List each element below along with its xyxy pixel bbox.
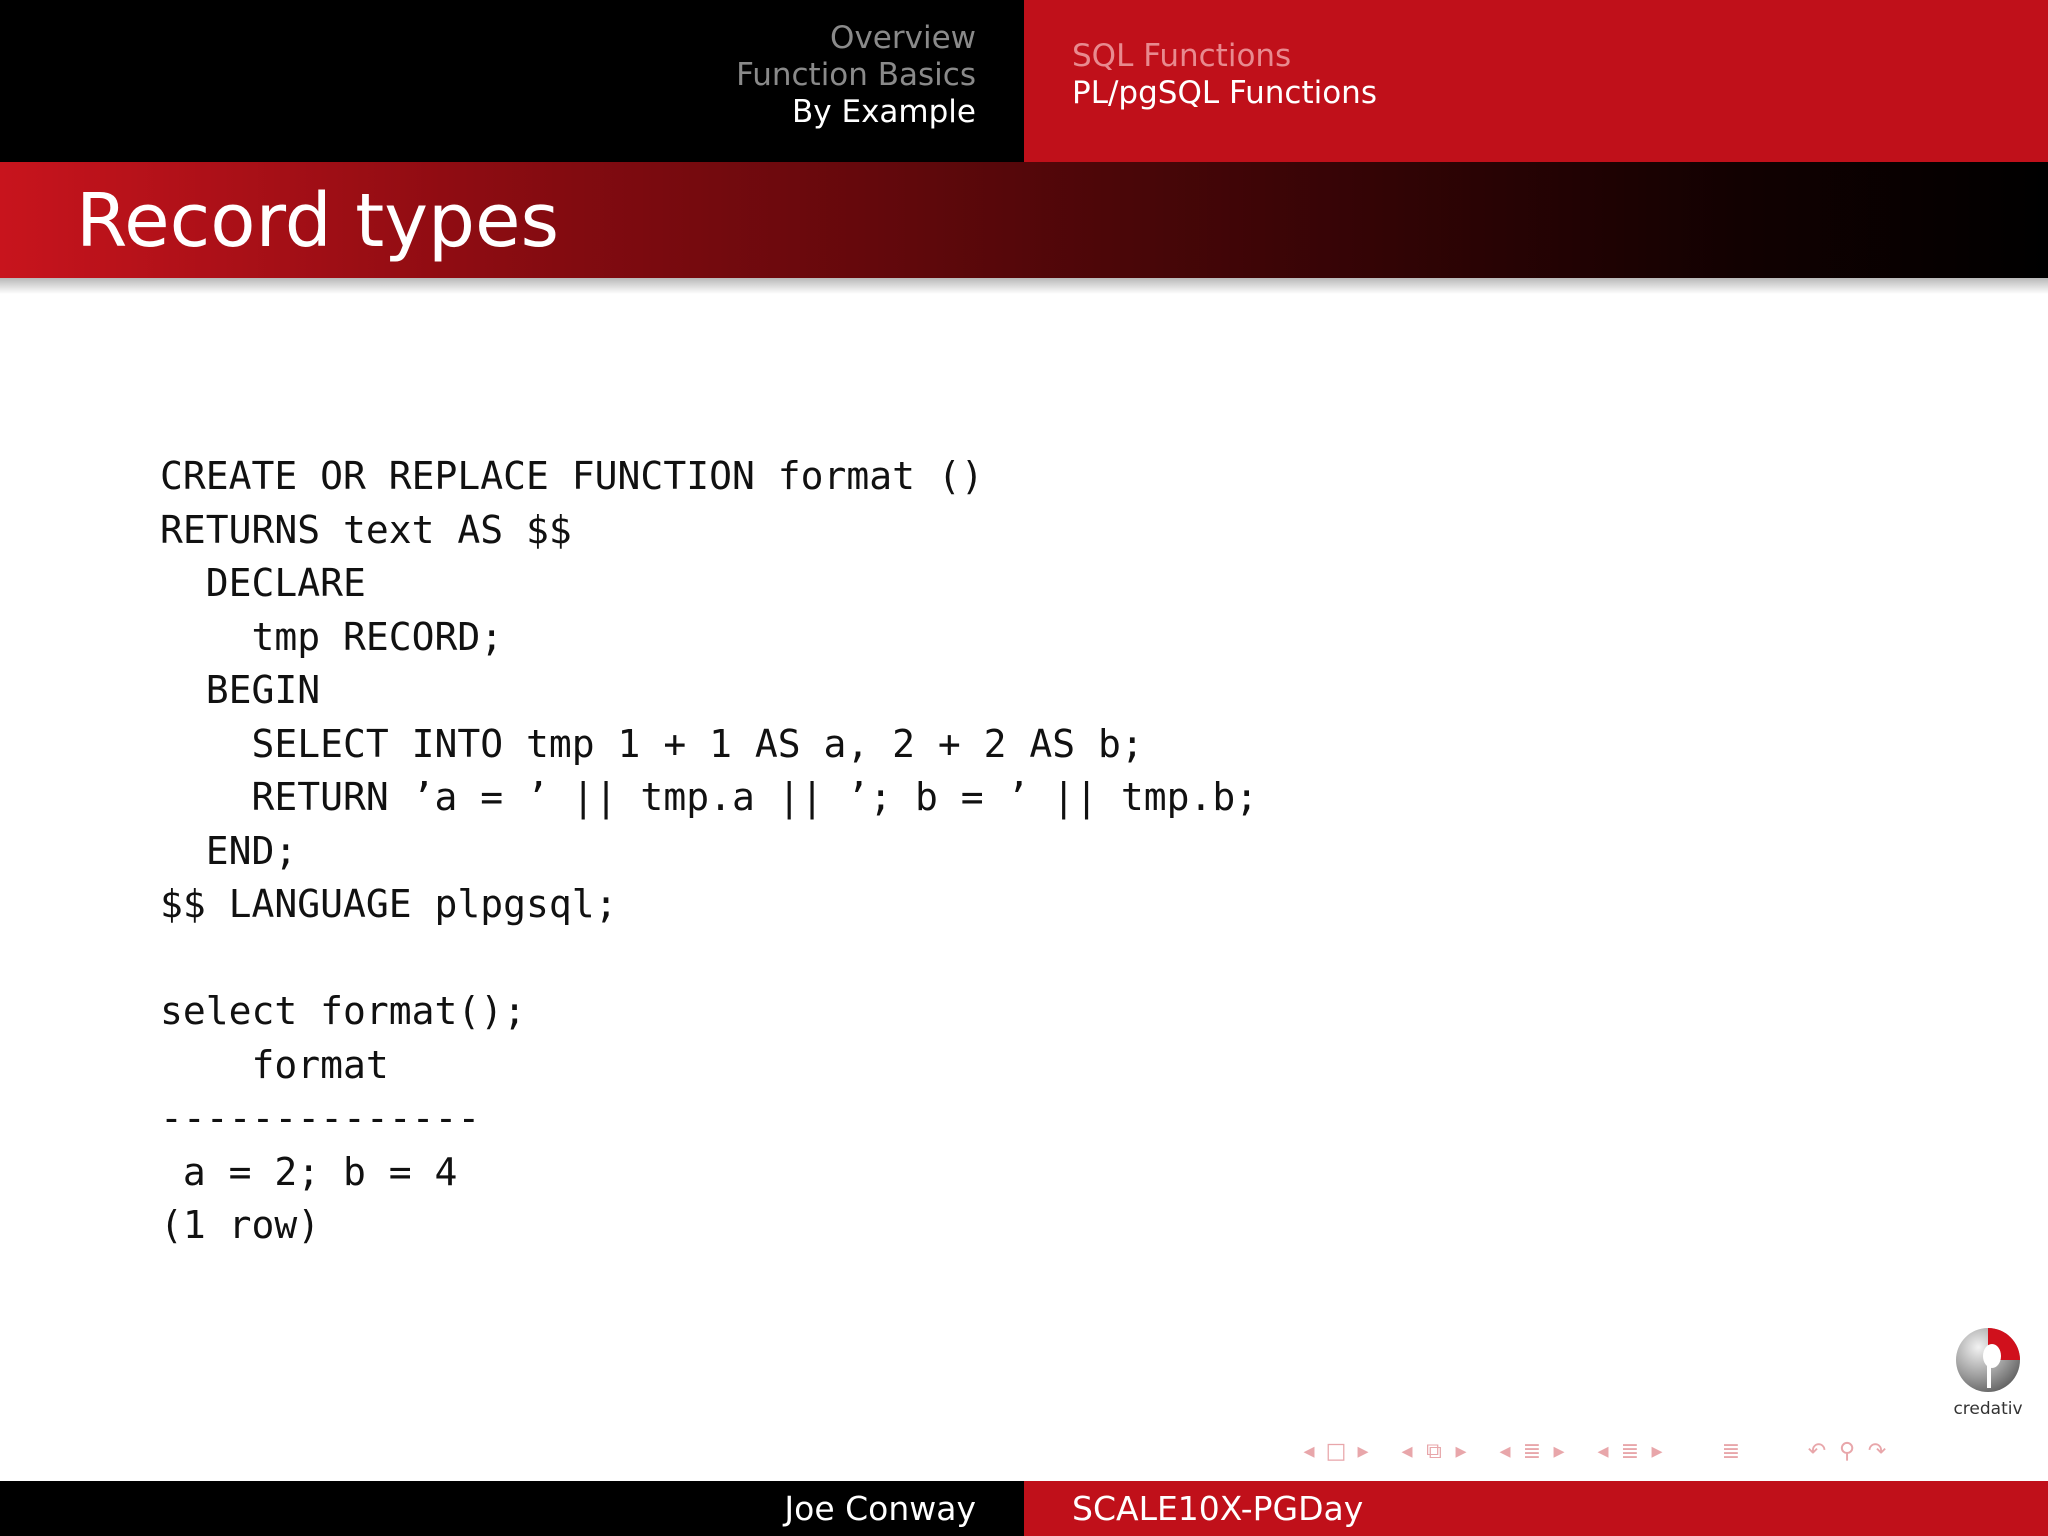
nav-search-icon[interactable]: ⚲ <box>1838 1438 1856 1464</box>
code-line: tmp RECORD; <box>160 614 504 659</box>
nav-frame-icon[interactable]: □ <box>1325 1438 1347 1464</box>
code-line: BEGIN <box>160 668 321 712</box>
header-subsections-panel <box>1024 0 2048 162</box>
nav-doc-icon[interactable]: ≣ <box>1620 1438 1640 1464</box>
header-sections-panel <box>0 0 1024 162</box>
code-line <box>160 932 1258 986</box>
section-link-function-basics[interactable]: Function Basics <box>736 57 976 93</box>
code-line: RETURN ’a = ’ || tmp.a || ’; b = ’ || tmp.b; <box>160 775 1259 819</box>
section-link-overview[interactable]: Overview <box>830 20 976 56</box>
nav-prev-doc-icon[interactable]: ◂ <box>1597 1438 1609 1464</box>
footer-event-panel <box>1024 1481 2048 1536</box>
logo-text: credativ <box>1953 1399 2023 1418</box>
code-line: -------------- <box>160 1096 481 1140</box>
code-line: SELECT INTO tmp 1 + 1 AS a, 2 + 2 AS b; <box>160 721 1144 766</box>
code-line: select format(); <box>160 989 527 1033</box>
code-line: DECLARE <box>160 561 366 605</box>
nav-prev-subsection-icon[interactable]: ◂ <box>1401 1438 1413 1464</box>
code-block <box>160 450 1258 1253</box>
nav-subsection-icon[interactable]: ⧉ <box>1426 1438 1442 1464</box>
nav-toc-icon[interactable]: ≣ <box>1721 1438 1741 1464</box>
code-line: format <box>160 1042 389 1087</box>
nav-forward-icon[interactable]: ↷ <box>1867 1438 1887 1464</box>
section-nav <box>736 20 976 131</box>
subsection-link-plpgsql-functions[interactable]: PL/pgSQL Functions <box>1072 75 1377 111</box>
credativ-logo <box>1946 1326 2030 1418</box>
code-line: RETURNS text AS $$ <box>160 507 572 552</box>
nav-back-icon[interactable]: ↶ <box>1807 1438 1827 1464</box>
subsection-nav <box>1072 38 1377 112</box>
nav-next-doc-icon[interactable]: ▸ <box>1651 1438 1663 1464</box>
title-bar <box>0 162 2048 278</box>
subsection-link-sql-functions[interactable]: SQL Functions <box>1072 38 1292 74</box>
footer-event: SCALE10X-PGDay <box>1072 1489 1364 1528</box>
nav-prev-section-icon[interactable]: ◂ <box>1499 1438 1511 1464</box>
code-line: $$ LANGUAGE plpgsql; <box>160 882 618 926</box>
nav-section-icon[interactable]: ≣ <box>1522 1438 1542 1464</box>
nav-next-frame-icon[interactable]: ▸ <box>1357 1438 1369 1464</box>
code-line: a = 2; b = 4 <box>160 1149 458 1194</box>
nav-next-subsection-icon[interactable]: ▸ <box>1455 1438 1467 1464</box>
nav-next-section-icon[interactable]: ▸ <box>1553 1438 1565 1464</box>
code-line: END; <box>160 828 298 873</box>
code-line: (1 row) <box>160 1203 321 1247</box>
slide-title: Record types <box>76 178 560 264</box>
beamer-navigation <box>1300 1436 1892 1466</box>
title-bar-shadow <box>0 278 2048 294</box>
section-link-by-example[interactable]: By Example <box>792 94 976 130</box>
footer-author: Joe Conway <box>784 1489 976 1528</box>
footer-author-panel <box>0 1481 1024 1536</box>
nav-prev-frame-icon[interactable]: ◂ <box>1303 1438 1315 1464</box>
code-line: CREATE OR REPLACE FUNCTION format () <box>160 454 984 498</box>
